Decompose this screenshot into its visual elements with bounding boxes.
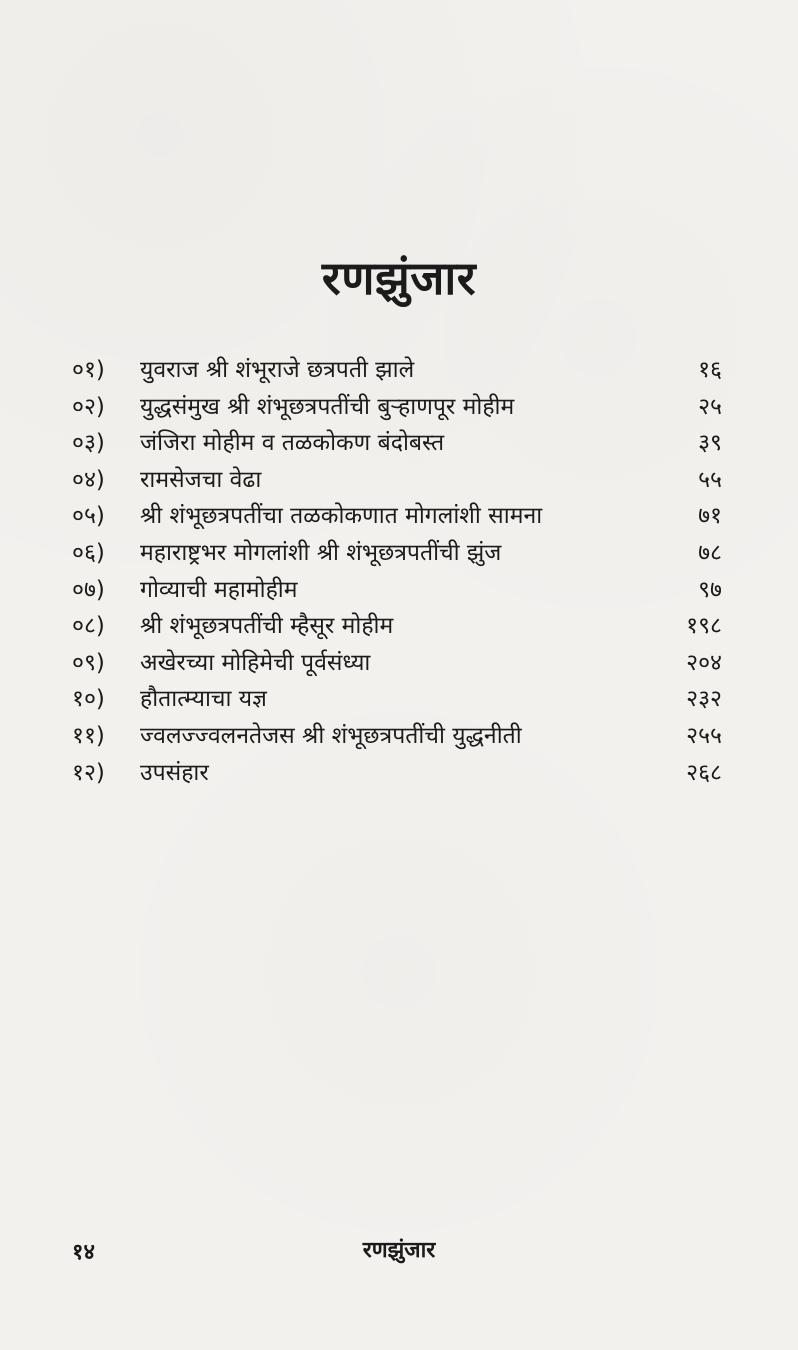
toc-row — [72, 681, 722, 718]
chapter-number: ०२) — [72, 393, 105, 420]
chapter-page-number: ३९ — [698, 430, 722, 457]
chapter-page-number: ९७ — [698, 576, 722, 603]
chapter-number: १२) — [72, 759, 105, 786]
table-of-contents — [72, 352, 722, 791]
toc-row — [72, 755, 722, 792]
toc-row — [72, 498, 722, 535]
toc-row — [72, 645, 722, 682]
chapter-page-number: २३२ — [686, 686, 722, 713]
toc-row — [72, 572, 722, 609]
chapter-title: उपसंहार — [140, 759, 209, 786]
chapter-title: ज्वलज्ज्वलनतेजस श्री शंभूछत्रपतींची युद्धनीती — [140, 722, 522, 749]
chapter-page-number: २५ — [698, 393, 722, 420]
chapter-title: गोव्याची महामोहीम — [140, 576, 298, 603]
toc-row — [72, 425, 722, 462]
chapter-title: महाराष्ट्रभर मोगलांशी श्री शंभूछत्रपतींची झुंज — [140, 539, 502, 566]
chapter-number: १०) — [72, 686, 105, 713]
chapter-title: अखेरच्या मोहिमेची पूर्वसंध्या — [140, 649, 371, 676]
chapter-page-number: ५५ — [698, 466, 722, 493]
toc-row — [72, 718, 722, 755]
chapter-page-number: ७१ — [698, 503, 722, 530]
chapter-number: ०८) — [72, 613, 105, 640]
footer-page-number: १४ — [72, 1240, 95, 1265]
footer-title: रणझुंजार — [362, 1238, 436, 1263]
chapter-page-number: २०४ — [686, 649, 722, 676]
toc-row — [72, 462, 722, 499]
toc-row — [72, 535, 722, 572]
chapter-title: युद्धसंमुख श्री शंभूछत्रपतींची बुऱ्हाणपूर मोहीम — [140, 393, 515, 420]
chapter-page-number: ७८ — [698, 539, 722, 566]
chapter-number: ०१) — [72, 357, 105, 383]
chapter-page-number: २५५ — [686, 722, 722, 749]
chapter-number: ०५) — [72, 503, 105, 530]
chapter-number: ०९) — [72, 649, 105, 676]
chapter-title: युवराज श्री शंभूराजे छत्रपती झाले — [140, 357, 415, 383]
toc-row — [72, 389, 722, 426]
chapter-page-number: १६ — [698, 357, 722, 383]
toc-row — [72, 352, 722, 389]
page-title: रणझुंजार — [321, 251, 477, 305]
chapter-number: ०७) — [72, 576, 105, 603]
chapter-title: जंजिरा मोहीम व तळकोकण बंदोबस्त — [140, 430, 445, 457]
chapter-page-number: २६८ — [686, 759, 722, 786]
toc-row — [72, 608, 722, 645]
chapter-title: श्री शंभूछत्रपतींची म्हैसूर मोहीम — [140, 613, 394, 640]
chapter-number: ०६) — [72, 539, 105, 566]
chapter-title: रामसेजचा वेढा — [140, 466, 262, 493]
chapter-title: श्री शंभूछत्रपतींचा तळकोकणात मोगलांशी सामना — [140, 503, 543, 530]
chapter-title: हौतात्म्याचा यज्ञ — [140, 686, 267, 713]
chapter-number: ०४) — [72, 466, 105, 493]
chapter-page-number: १९८ — [686, 613, 722, 640]
chapter-number: ०३) — [72, 430, 105, 457]
chapter-number: ११) — [72, 722, 105, 749]
